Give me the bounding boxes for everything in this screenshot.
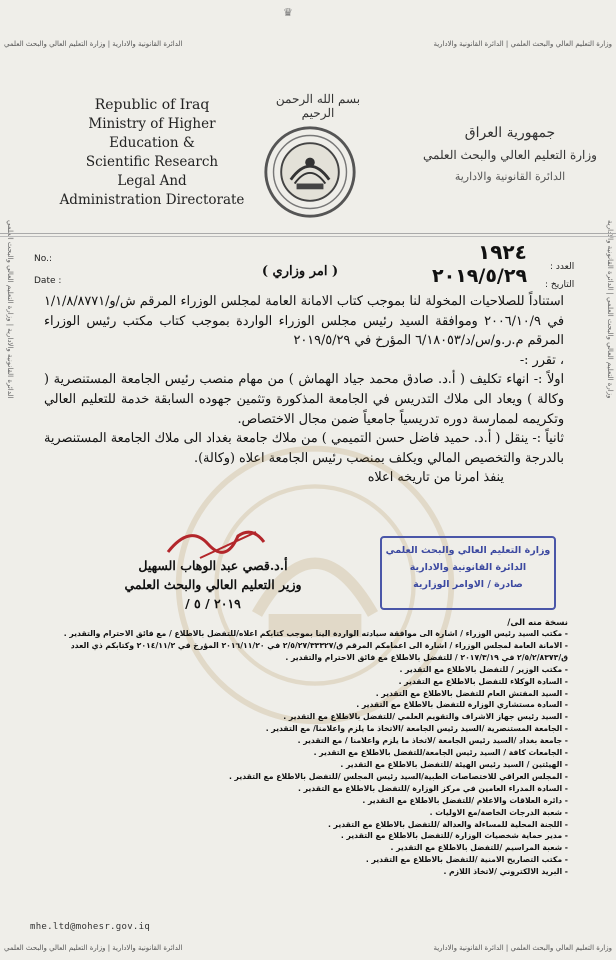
- left-margin-strip: الدائرة القانونية والادارية | وزارة التعليم العالي والبحث العلمي: [6, 220, 14, 399]
- list-item: - المجلس العراقي للاختصاصات الطبية/السيد رئيس المجلس /للتفضل بالاطلاع مع التقدير .: [228, 771, 568, 781]
- footer-strip: [0, 944, 616, 958]
- top-emblem-icon: ♛: [283, 6, 293, 19]
- list-item: - مكتب الوزير / للتفضل بالاطلاع مع التقدير .: [399, 664, 568, 674]
- reference-date: ٢٠١٩/٥/٢٩: [432, 265, 528, 287]
- list-item: - البريد الالكتروني /لاتخاذ اللازم .: [443, 867, 568, 877]
- list-item: - الهيئتين / السيد رئيس الهيئة /للتفضل بالاطلاع مع التقدير .: [340, 759, 568, 769]
- number-label-ar: العدد :: [550, 262, 575, 272]
- list-item: - السادة الوكلاء للتفضل بالاطلاع مع التقدير .: [398, 676, 568, 686]
- stamp-line: الدائرة القانونية والادارية: [409, 562, 527, 573]
- stamp-line: وزارة التعليم العالي والبحث العلمي: [385, 545, 551, 556]
- header-strip: [0, 40, 616, 54]
- footer-email: mhe.ltd@mohesr.gov.iq: [30, 922, 151, 932]
- preamble: استناداً للصلاحيات المخولة لنا بموجب كتاب الامانة العامة لمجلس الوزراء المرقم ش/و/١/١/٨/٨٧٧١ في ٢٠٠٦/١٠/٩ وموافقة السيد رئيس مجلس الوزراء الواردة بموجب كتاب مكتب رئيس الوزراء المرقم م.ر.و/س/د/٦/١٨٠٥٣ المؤرخ في ٢٠١٩/٥/٢٩: [44, 294, 565, 349]
- item-one: اولاً :- انهاء تكليف ( أ.د. صادق محمد جياد الهماش ) من مهام منصب رئيس الجامعة المستنصرية ( وكالة ) ويعاد الى ملاك التدريس في الجامعة المذكورة وتثمين جهوده السابقة خدمة للتعليم العالي وتكريمه لممارسة دوره تدريسياً جامعياً ضمن مجال الاختصاص.: [44, 372, 564, 427]
- letterhead-en-line: Scientific Research: [85, 154, 219, 170]
- copies-heading: نسخة منه الى/: [507, 618, 568, 628]
- arabic-letterhead: [420, 122, 600, 188]
- list-item: - الجامعات كافة / السيد رئيس الجامعة/للتفضل بالاطلاع مع التقدير .: [313, 748, 568, 758]
- signature-block: [118, 556, 308, 613]
- letterhead-ar-line: جمهورية العراق: [464, 125, 556, 141]
- signatory-title: وزير التعليم العالي والبحث العلمي: [124, 577, 302, 592]
- item-two: ثانياً :- ينقل ( أ.د. حميد فاضل حسن التميمي ) من ملاك جامعة بغداد الى ملاك الجامعة المستنصرية بالدرجة والتخصيص المالي ويكلف بمنصب رئيس الجامعة اعلاه (وكالة).: [44, 431, 564, 466]
- footer-strip-left: الدائرة القانونية والادارية | وزارة التعليم العالي والبحث العلمي: [4, 944, 183, 952]
- letterhead-ar-line: الدائرة القانونية والادارية: [454, 170, 566, 183]
- list-item: - الجامعة المستنصرية /السيد رئيس الجامعة /الاتخاذ ما يلزم واعلامنا/ مع التقدير .: [265, 724, 568, 734]
- list-item: - السادة المدراء العامين في مركز الوزارة /للتفضل بالاطلاع مع التقدير .: [298, 783, 568, 793]
- basmala: بسم الله الرحمن الرحيم: [275, 92, 361, 120]
- list-item: - مدير حماية شخصيات الوزارة /للتفضل بالاطلاع مع التقدير .: [340, 831, 568, 841]
- list-item: - جامعة بغداد /السيد رئيس الجامعة /لاتخاذ ما يلزم واعلامنا / مع التقدير .: [297, 736, 568, 746]
- list-item: - دائرة العلاقات والاعلام /للتفضل بالاطلاع مع التقدير .: [362, 795, 568, 805]
- list-item: - شعبة المراسيم /للتفضل بالاطلاع مع التقدير .: [390, 843, 568, 853]
- list-item: - اللجنة المحلية للمساءلة والعدالة /للتفضل بالاطلاع مع التقدير .: [327, 819, 568, 829]
- decision-label: ، تقرر :-: [519, 352, 564, 368]
- header-strip-left: الدائرة القانونية والادارية | وزارة التعليم العالي والبحث العلمي: [4, 40, 183, 48]
- date-label: Date :: [34, 276, 62, 286]
- signatory-name: أ.د.قصي عبد الوهاب السهيل: [138, 558, 288, 573]
- reference-number: ١٩٢٤: [478, 240, 527, 264]
- letterhead-en-line: Administration Directorate: [59, 192, 245, 208]
- letterhead-en-line: Ministry of Higher Education &: [88, 116, 216, 151]
- list-item: ق/٢/٥/٢/٨٣٧٣ في ٢٠١٧/٣/١٩ / للتفضل بالاطلاع مع فائق الاحترام والتقدير .: [285, 652, 568, 662]
- english-letterhead: [52, 96, 252, 210]
- list-item: - شعبة الدرجات الخاصة/مع الاوليات .: [429, 807, 568, 817]
- document-title: ( امر وزاري ): [261, 264, 339, 279]
- closing-line: ينفذ امرنا من تاريخه اعلاه: [367, 470, 504, 486]
- list-item: - مكتب التصاريح الامنية /للتفضل بالاطلاع مع التقدير .: [365, 855, 568, 865]
- no-label: No.:: [34, 254, 52, 264]
- letterhead-en-line: Legal And: [117, 173, 187, 189]
- office-stamp: [380, 536, 556, 610]
- header-divider: [0, 236, 616, 237]
- stamp-line: صادرة / الاوامر الوزارية: [413, 579, 523, 590]
- date-label-ar: التاريخ :: [545, 280, 575, 290]
- ministry-emblem-icon: [262, 124, 358, 220]
- header-divider: [0, 233, 616, 234]
- list-item: - الامانة العامة لمجلس الوزراء / اشارة الى اعمامكم المرقم ق/٢/٥/٢٧/٣٣٣٢٧ في ٢٠١٦/١١/٢٠ المؤرخ في ٢٠١٤/١١/٢ وكتابكم ذي العدد: [70, 640, 568, 650]
- letterhead-en-line: Republic of Iraq: [94, 97, 210, 113]
- letterhead-ar-line: وزارة التعليم العالي والبحث العلمي: [423, 148, 597, 162]
- list-item: - مكتب السيد رئيس الوزراء / اشارة الى موافقة سيادته الواردة الينا بموجب كتابكم اعلاه/للتفضل بالاطلاع / مع فائق الاحترام والتقدير .: [63, 629, 568, 638]
- list-item: - السادة مستشاري الوزارة للتفضل بالاطلاع مع التقدير .: [356, 700, 568, 710]
- copies-list: [30, 628, 568, 878]
- list-item: - السيد رئيس جهاز الاشراف والتقويم العلمي /للتفضل بالاطلاع مع التقدير .: [283, 712, 568, 722]
- right-margin-strip: وزارة التعليم العالي والبحث العلمي | الدائرة القانونية والادارية: [606, 220, 614, 399]
- list-item: - السيد المفتش العام للتفضل بالاطلاع مع التقدير .: [375, 688, 568, 698]
- header-strip-right: وزارة التعليم العالي والبحث العلمي | الدائرة القانونية والادارية: [433, 40, 612, 48]
- signature-date: ٢٠١٩ / ٥ /: [185, 596, 241, 611]
- footer-strip-right: وزارة التعليم العالي والبحث العلمي | الدائرة القانونية والادارية: [433, 944, 612, 952]
